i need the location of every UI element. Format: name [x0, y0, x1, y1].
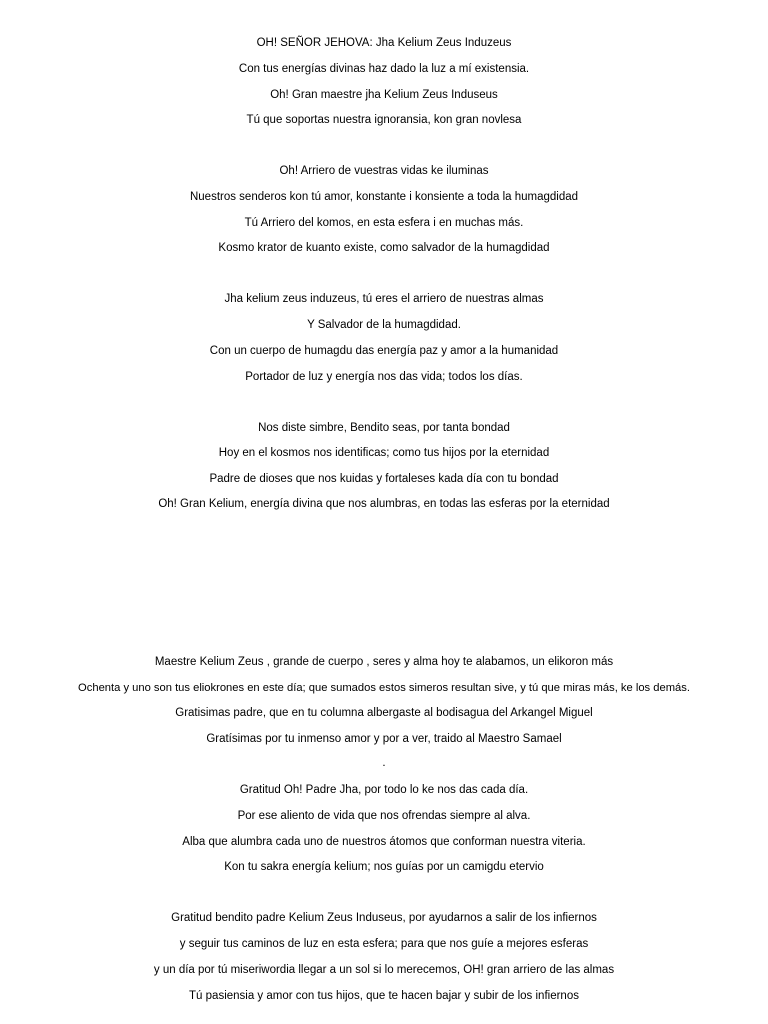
- poem-line: Con un cuerpo de humagdu das energía paz y amor a la humanidad: [209, 345, 559, 357]
- poem-line: Kon tu sakra energía kelium; nos guías por un camigdu etervio: [224, 861, 544, 873]
- poem-line: Tú pasiensia y amor con tus hijos, que te hacen bajar y subir de los infiernos: [189, 990, 579, 1002]
- poem-line: Nos diste simbre, Bendito seas, por tanta bondad: [258, 422, 510, 434]
- poem-line: Tú que soportas nuestra ignoransia, kon gran novlesa: [246, 114, 522, 126]
- poem-line: Ochenta y uno son tus eliokrones en este día; que sumados estos simeros resultan sive, y tú que miras más, ke los demás.: [78, 682, 690, 694]
- poem-line: Nuestros senderos kon tú amor, konstante i konsiente a toda la humagdidad: [189, 191, 579, 203]
- poem-line: .: [382, 757, 386, 769]
- poem-line: Oh! Gran maestre jha Kelium Zeus Induseus: [270, 89, 498, 101]
- poem-line: Hoy en el kosmos nos identificas; como tus hijos por la eternidad: [218, 447, 550, 459]
- poem-line: Por ese aliento de vida que nos ofrendas siempre al alva.: [237, 810, 531, 822]
- poem-line: Gratisimas padre, que en tu columna albergaste al bodisagua del Arkangel Miguel: [175, 707, 593, 719]
- poem-line: Kosmo krator de kuanto existe, como salvador de la humagdidad: [218, 242, 550, 254]
- poem-line: Portador de luz y energía nos das vida; todos los días.: [245, 371, 523, 383]
- poem-line: Oh! Gran Kelium, energía divina que nos alumbras, en todas las esferas por la eternidad: [158, 498, 610, 510]
- poem-line: Tú Arriero del komos, en esta esfera i en muchas más.: [244, 217, 524, 229]
- poem-line: OH! SEÑOR JEHOVA: Jha Kelium Zeus Induzeus: [256, 37, 512, 49]
- poem-line: Gratitud bendito padre Kelium Zeus Induseus, por ayudarnos a salir de los infiernos: [171, 912, 597, 924]
- poem-line: y un día por tú miseriwordia llegar a un sol si lo merecemos, OH! gran arriero de las almas: [153, 964, 615, 976]
- poem-line: Gratísimas por tu inmenso amor y por a ver, traido al Maestro Samael: [206, 733, 562, 745]
- poem-line: Alba que alumbra cada uno de nuestros átomos que conforman nuestra viteria.: [182, 836, 586, 848]
- poem-line: Y Salvador de la humagdidad.: [307, 319, 461, 331]
- poem-line: Padre de dioses que nos kuidas y fortaleses kada día con tu bondad: [209, 473, 559, 485]
- poem-line: Oh! Arriero de vuestras vidas ke iluminas: [279, 165, 489, 177]
- poem-line: Jha kelium zeus induzeus, tú eres el arriero de nuestras almas: [224, 293, 544, 305]
- poem-line: Gratitud Oh! Padre Jha, por todo lo ke nos das cada día.: [239, 784, 529, 796]
- poem-line: Con tus energías divinas haz dado la luz a mí existensia.: [238, 63, 530, 75]
- poem-line: Maestre Kelium Zeus , grande de cuerpo , seres y alma hoy te alabamos, un elikoron más: [154, 656, 614, 668]
- poem-line: y seguir tus caminos de luz en esta esfera; para que nos guíe a mejores esferas: [179, 938, 589, 950]
